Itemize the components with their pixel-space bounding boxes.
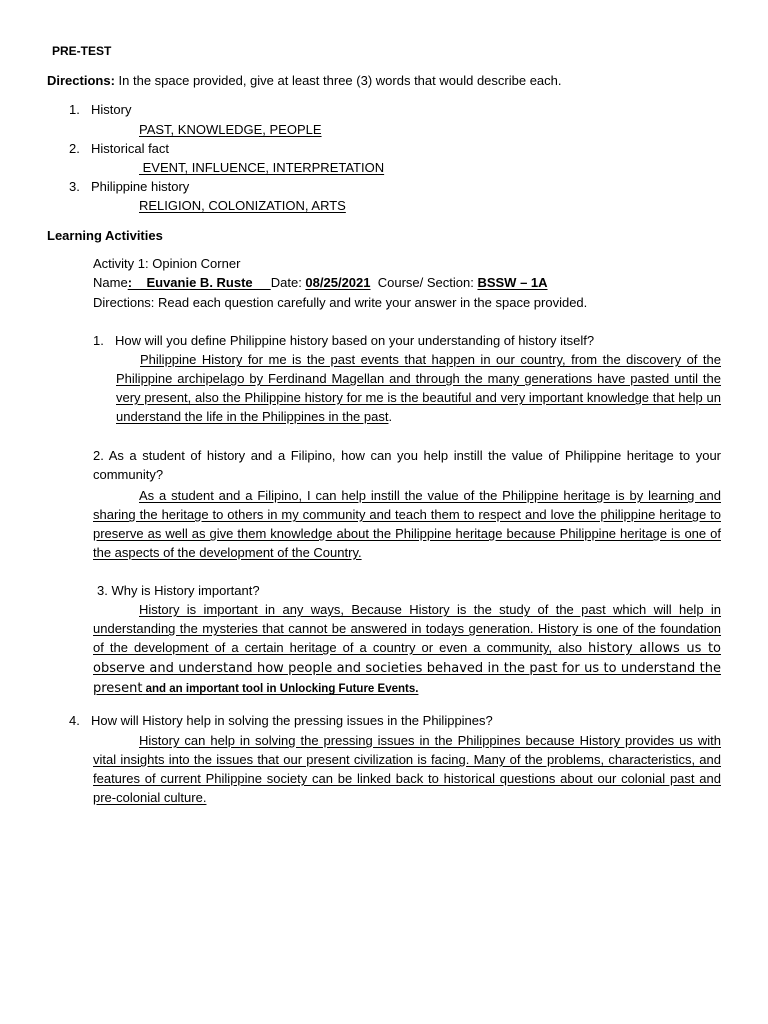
question-text: Why is History important? bbox=[111, 583, 260, 598]
question-number: 2. bbox=[93, 448, 104, 463]
question-number: 1. bbox=[93, 333, 104, 348]
learning-heading: Learning Activities bbox=[47, 228, 163, 243]
question-number: 4. bbox=[69, 713, 80, 728]
pretest-answer-1: PAST, KNOWLEDGE, PEOPLE bbox=[139, 122, 322, 137]
activity-title: Activity 1: Opinion Corner bbox=[93, 256, 241, 271]
answer-text-part-b: history allows us to observe and understand how people and societies behaved in the past for us to understand the present bbox=[93, 641, 721, 696]
name-label: Name bbox=[93, 275, 128, 290]
question-number: 3. bbox=[97, 583, 108, 598]
question-2 bbox=[93, 446, 721, 484]
pretest-answer-2: EVENT, INFLUENCE, INTERPRETATION bbox=[139, 160, 385, 175]
answer-text-part-c: and an important tool in Unlocking Future Events. bbox=[142, 683, 419, 695]
question-text: How will History help in solving the pressing issues in the Philippines? bbox=[91, 713, 493, 728]
question-1 bbox=[93, 331, 594, 350]
item-number: 2. bbox=[69, 141, 80, 156]
pretest-directions bbox=[47, 71, 562, 90]
answer-text: Philippine History for me is the past events that happen in our country, from the discovery of the Philippine archipelago by Ferdinand Magellan and through the many generations have pasted until the very present, also the Philippine history for me is the beautiful and very important knowledge that help un understand the life in the Philippines in the past bbox=[116, 352, 721, 424]
activity-directions: Directions: Read each question carefully and write your answer in the space provided. bbox=[93, 295, 588, 310]
pretest-item-1 bbox=[69, 100, 131, 119]
answer-2 bbox=[93, 486, 721, 562]
question-4 bbox=[69, 711, 493, 730]
directions-label: Directions: bbox=[47, 73, 115, 88]
course-label: Course/ Section: bbox=[370, 275, 478, 290]
question-text: How will you define Philippine history based on your understanding of history itself? bbox=[115, 333, 595, 348]
answer-text-part-a: History is important in any ways, Because History is the study of the past which will help in understanding the mysteries that cannot be answered in todays generation. History is one of the foundation of the development of a certain heritage of a country or even a community, also bbox=[93, 602, 721, 655]
item-term: Historical fact bbox=[91, 141, 170, 156]
answer-text: History can help in solving the pressing issues in the Philippines because History provides us with vital insights into the issues that our present civilization is facing. Many of the problems, characteristics, and features of current Philippine society can be linked back to historical questions about our colonial past and pre-colonial culture. bbox=[93, 733, 721, 805]
question-3 bbox=[97, 581, 260, 600]
directions-text: In the space provided, give at least three (3) words that would describe each. bbox=[114, 73, 562, 88]
question-text: As a student of history and a Filipino, how can you help instill the value of Philippine heritage to your community? bbox=[93, 448, 721, 482]
date-value: 08/25/2021 bbox=[305, 275, 371, 290]
item-number: 3. bbox=[69, 179, 80, 194]
pretest-answer-3: RELIGION, COLONIZATION, ARTS bbox=[139, 198, 346, 213]
name-value: : Euvanie B. Ruste bbox=[127, 275, 271, 290]
pretest-title: PRE-TEST bbox=[52, 44, 112, 58]
pretest-item-3 bbox=[69, 177, 189, 196]
pretest-item-2 bbox=[69, 139, 169, 158]
date-label: Date: bbox=[270, 275, 306, 290]
item-number: 1. bbox=[69, 102, 80, 117]
item-term: Philippine history bbox=[91, 179, 190, 194]
answer-3 bbox=[93, 600, 721, 699]
answer-4 bbox=[93, 731, 721, 807]
answer-1: Philippine History for me is the past events that happen in our country, from the discovery of the Philippine archipelago by Ferdinand Magellan and through the many generations have pasted until the very present, also the Philippine history for me is the beautiful and very important knowledge that help un understand the life in the Philippines in the past. bbox=[116, 352, 721, 424]
answer-text: As a student and a Filipino, I can help instill the value of the Philippine heritage is by learning and sharing the heritage to others in my community and teach them to respect and love the philippine heritage to preserve as well as give them knowledge about the Philippine heritage because Philippine heritage is one of the aspects of the development of the Country. bbox=[93, 488, 721, 560]
course-value: BSSW – 1A bbox=[477, 275, 548, 290]
student-info-line bbox=[93, 273, 548, 292]
item-term: History bbox=[91, 102, 132, 117]
